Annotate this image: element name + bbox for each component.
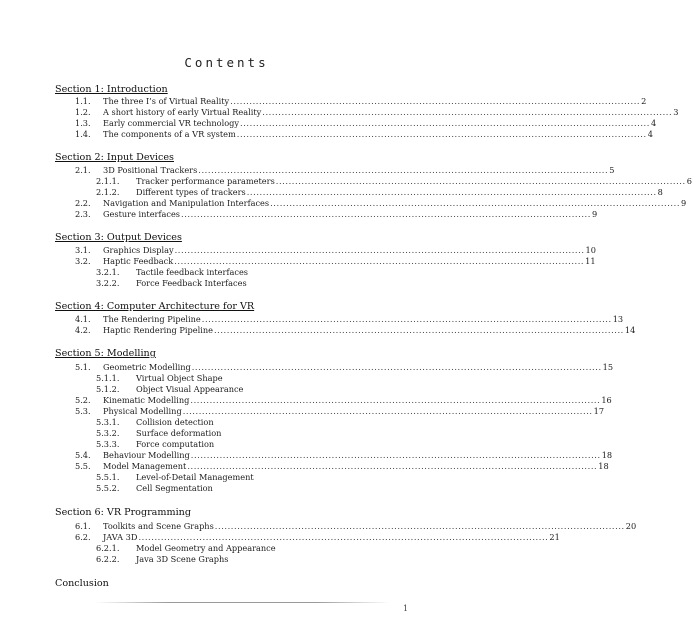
toc-entry-title: Geometric Modelling bbox=[103, 362, 191, 372]
toc-entry-title: Model Geometry and Appearance bbox=[136, 543, 276, 553]
toc-entry-page: 17 bbox=[593, 406, 605, 416]
toc-entry-number: 1.1. bbox=[75, 96, 91, 106]
toc-entry-title: Tracker performance parameters bbox=[136, 176, 275, 186]
dot-leader: ................................................................................................................................ bbox=[262, 107, 673, 117]
toc-entry bbox=[75, 256, 596, 266]
toc-entry-number: 5.3.2. bbox=[96, 428, 120, 438]
toc-entry-number: 2.2. bbox=[75, 198, 91, 208]
toc-entry-page: 5 bbox=[609, 165, 615, 175]
toc-entry-title: Collision detection bbox=[136, 417, 214, 427]
dot-leader: ................................................................................................................................ bbox=[275, 176, 686, 186]
toc-entry-title: Haptic Feedback bbox=[103, 256, 174, 266]
toc-entry-page: 13 bbox=[612, 314, 624, 324]
toc-entry-title: Cell Segmentation bbox=[136, 483, 213, 493]
toc-entry bbox=[75, 107, 679, 117]
toc-entry-title: The three I’s of Virtual Reality bbox=[103, 96, 230, 106]
toc-entry-title: Force Feedback Interfaces bbox=[136, 278, 247, 288]
toc-entry-title: Physical Modelling bbox=[103, 406, 182, 416]
toc-entry-number: 5.3.3. bbox=[96, 439, 120, 449]
dot-leader: ................................................................................................................................ bbox=[213, 325, 624, 335]
toc-entry-number: 3.2. bbox=[75, 256, 91, 266]
toc-entry bbox=[75, 314, 624, 324]
toc-entry-page: 8 bbox=[657, 187, 663, 197]
toc-entry-number: 5.3. bbox=[75, 406, 91, 416]
toc-entry bbox=[96, 187, 663, 197]
section-heading: Section 2: Input Devices bbox=[55, 152, 174, 163]
toc-entry-number: 5.5.1. bbox=[96, 472, 120, 482]
toc-entry-number: 3.2.1. bbox=[96, 267, 120, 277]
toc-entry bbox=[75, 532, 560, 542]
toc-entry bbox=[75, 209, 598, 219]
page-number: 1 bbox=[403, 604, 409, 613]
toc-entry bbox=[96, 176, 692, 186]
toc-entry-number: 5.4. bbox=[75, 450, 91, 460]
toc-entry-page: 9 bbox=[591, 209, 598, 219]
toc-entry bbox=[75, 362, 614, 372]
toc-entry-number: 5.3.1. bbox=[96, 417, 120, 427]
toc-entry-title: The Rendering Pipeline bbox=[103, 314, 201, 324]
toc-entry bbox=[75, 450, 613, 460]
toc-entry-page: 6 bbox=[686, 176, 692, 186]
dot-leader: ................................................................................................................................ bbox=[174, 245, 585, 255]
toc-entry-title: Navigation and Manipulation Interfaces bbox=[103, 198, 270, 208]
toc-entry-title: Surface deformation bbox=[136, 428, 222, 438]
toc-entry-title: JAVA 3D bbox=[103, 532, 138, 542]
toc-entry bbox=[96, 483, 213, 493]
toc-entry-title: Different types of trackers bbox=[136, 187, 246, 197]
toc-entry-number: 6.2.1. bbox=[96, 543, 120, 553]
toc-entry bbox=[96, 384, 243, 394]
toc-entry-title: Toolkits and Scene Graphs bbox=[103, 521, 214, 531]
contents-title: Contents bbox=[184, 55, 269, 70]
dot-leader: ................................................................................................................................ bbox=[201, 314, 612, 324]
toc-entry-number: 5.5.2. bbox=[96, 483, 120, 493]
dot-leader: ................................................................................................................................ bbox=[182, 406, 593, 416]
toc-entry-page: 3 bbox=[673, 107, 679, 117]
toc-entry bbox=[75, 198, 687, 208]
toc-entry-number: 3.1. bbox=[75, 245, 91, 255]
dot-leader: ................................................................................................................................ bbox=[191, 362, 602, 372]
section-heading: Section 3: Output Devices bbox=[55, 232, 182, 243]
toc-entry bbox=[75, 521, 637, 531]
toc-entry-title: Model Management bbox=[103, 461, 187, 471]
toc-entry-page: 9 bbox=[681, 198, 687, 208]
toc-entry-title: Kinematic Modelling bbox=[103, 395, 190, 405]
toc-entry-page: 18 bbox=[598, 461, 609, 471]
toc-entry-number: 2.1.1. bbox=[96, 176, 120, 186]
toc-entry-number: 4.1. bbox=[75, 314, 91, 324]
toc-entry-number: 3.2.2. bbox=[96, 278, 120, 288]
toc-entry-page: 4 bbox=[650, 118, 657, 128]
toc-entry bbox=[96, 278, 247, 288]
toc-entry bbox=[75, 461, 609, 471]
toc-entry-number: 2.1.2. bbox=[96, 187, 120, 197]
dot-leader: ................................................................................................................................ bbox=[181, 209, 591, 219]
toc-entry-title: Tactile feedback interfaces bbox=[136, 267, 248, 277]
toc-entry-title: Early commercial VR technology bbox=[103, 118, 240, 128]
toc-entry-page: 15 bbox=[602, 362, 614, 372]
toc-entry bbox=[96, 472, 254, 482]
toc-entry bbox=[75, 118, 657, 128]
toc-entry-page: 10 bbox=[585, 245, 596, 255]
toc-entry-page: 2 bbox=[641, 96, 647, 106]
toc-entry-number: 5.1. bbox=[75, 362, 91, 372]
toc-entry-title: A short history of early Virtual Reality bbox=[103, 107, 262, 117]
toc-entry-title: The components of a VR system bbox=[103, 129, 236, 139]
dot-leader: ................................................................................................................................ bbox=[190, 395, 601, 405]
toc-entry-title: Virtual Object Shape bbox=[136, 373, 223, 383]
toc-entry-page: 21 bbox=[549, 532, 560, 542]
toc-entry bbox=[96, 428, 221, 438]
toc-entry bbox=[96, 267, 248, 277]
toc-entry bbox=[96, 543, 276, 553]
toc-entry bbox=[75, 406, 605, 416]
toc-entry-number: 2.3. bbox=[75, 209, 91, 219]
toc-entry bbox=[75, 96, 647, 106]
dot-leader: ................................................................................................................................ bbox=[230, 96, 641, 106]
toc-entry-number: 6.2.2. bbox=[96, 554, 120, 564]
toc-entry-title: Level-of-Detail Management bbox=[136, 472, 254, 482]
dot-leader: ................................................................................................................................ bbox=[214, 521, 625, 531]
dot-leader: ................................................................................................................................ bbox=[174, 256, 585, 266]
toc-entry-title: Haptic Rendering Pipeline bbox=[103, 325, 213, 335]
toc-entry-number: 1.4. bbox=[75, 129, 91, 139]
section-heading: Section 5: Modelling bbox=[55, 348, 156, 359]
dot-leader: ................................................................................................................................ bbox=[187, 461, 598, 471]
toc-entry-title: 3D Positional Trackers bbox=[103, 165, 198, 175]
toc-entry-title: Java 3D Scene Graphs bbox=[136, 554, 229, 564]
dot-leader: ................................................................................................................................ bbox=[138, 532, 549, 542]
toc-entry bbox=[75, 129, 653, 139]
toc-entry bbox=[75, 325, 636, 335]
dot-leader: ................................................................................................................................ bbox=[240, 118, 650, 128]
conclusion-heading: Conclusion bbox=[55, 578, 109, 589]
toc-entry-page: 4 bbox=[647, 129, 653, 139]
toc-entry-title: Behaviour Modelling bbox=[103, 450, 190, 460]
dot-leader: ................................................................................................................................ bbox=[190, 450, 601, 460]
toc-entry-page: 18 bbox=[601, 450, 613, 460]
footer-divider bbox=[95, 602, 390, 603]
dot-leader: ................................................................................................................................ bbox=[236, 129, 647, 139]
toc-entry-number: 5.5. bbox=[75, 461, 91, 471]
toc-entry bbox=[75, 395, 612, 405]
toc-entry-number: 1.3. bbox=[75, 118, 91, 128]
toc-entry-number: 2.1. bbox=[75, 165, 91, 175]
toc-entry-title: Graphics Display bbox=[103, 245, 174, 255]
toc-entry-title: Gesture interfaces bbox=[103, 209, 180, 219]
toc-entry-page: 16 bbox=[601, 395, 612, 405]
toc-entry-number: 1.2. bbox=[75, 107, 91, 117]
toc-entry-page: 20 bbox=[625, 521, 637, 531]
toc-entry-number: 5.2. bbox=[75, 395, 91, 405]
toc-entry-number: 6.2. bbox=[75, 532, 91, 542]
toc-entry bbox=[96, 554, 228, 564]
dot-leader: ................................................................................................................................ bbox=[198, 165, 609, 175]
toc-entry-number: 6.1. bbox=[75, 521, 91, 531]
toc-entry-number: 5.1.2. bbox=[96, 384, 120, 394]
toc-entry bbox=[96, 417, 214, 427]
toc-entry bbox=[75, 165, 615, 175]
toc-entry bbox=[96, 373, 223, 383]
dot-leader: ................................................................................................................................ bbox=[246, 187, 657, 197]
dot-leader: ................................................................................................................................ bbox=[270, 198, 681, 208]
toc-entry-title: Object Visual Appearance bbox=[136, 384, 244, 394]
section-heading: Section 6: VR Programming bbox=[55, 507, 191, 518]
toc-entry bbox=[96, 439, 214, 449]
section-heading: Section 4: Computer Architecture for VR bbox=[55, 301, 255, 312]
toc-entry-number: 5.1.1. bbox=[96, 373, 120, 383]
toc-entry-page: 14 bbox=[624, 325, 636, 335]
toc-entry-number: 4.2. bbox=[75, 325, 91, 335]
section-heading: Section 1: Introduction bbox=[55, 84, 168, 95]
toc-entry-title: Force computation bbox=[136, 439, 215, 449]
toc-entry bbox=[75, 245, 596, 255]
toc-entry-page: 11 bbox=[585, 256, 596, 266]
